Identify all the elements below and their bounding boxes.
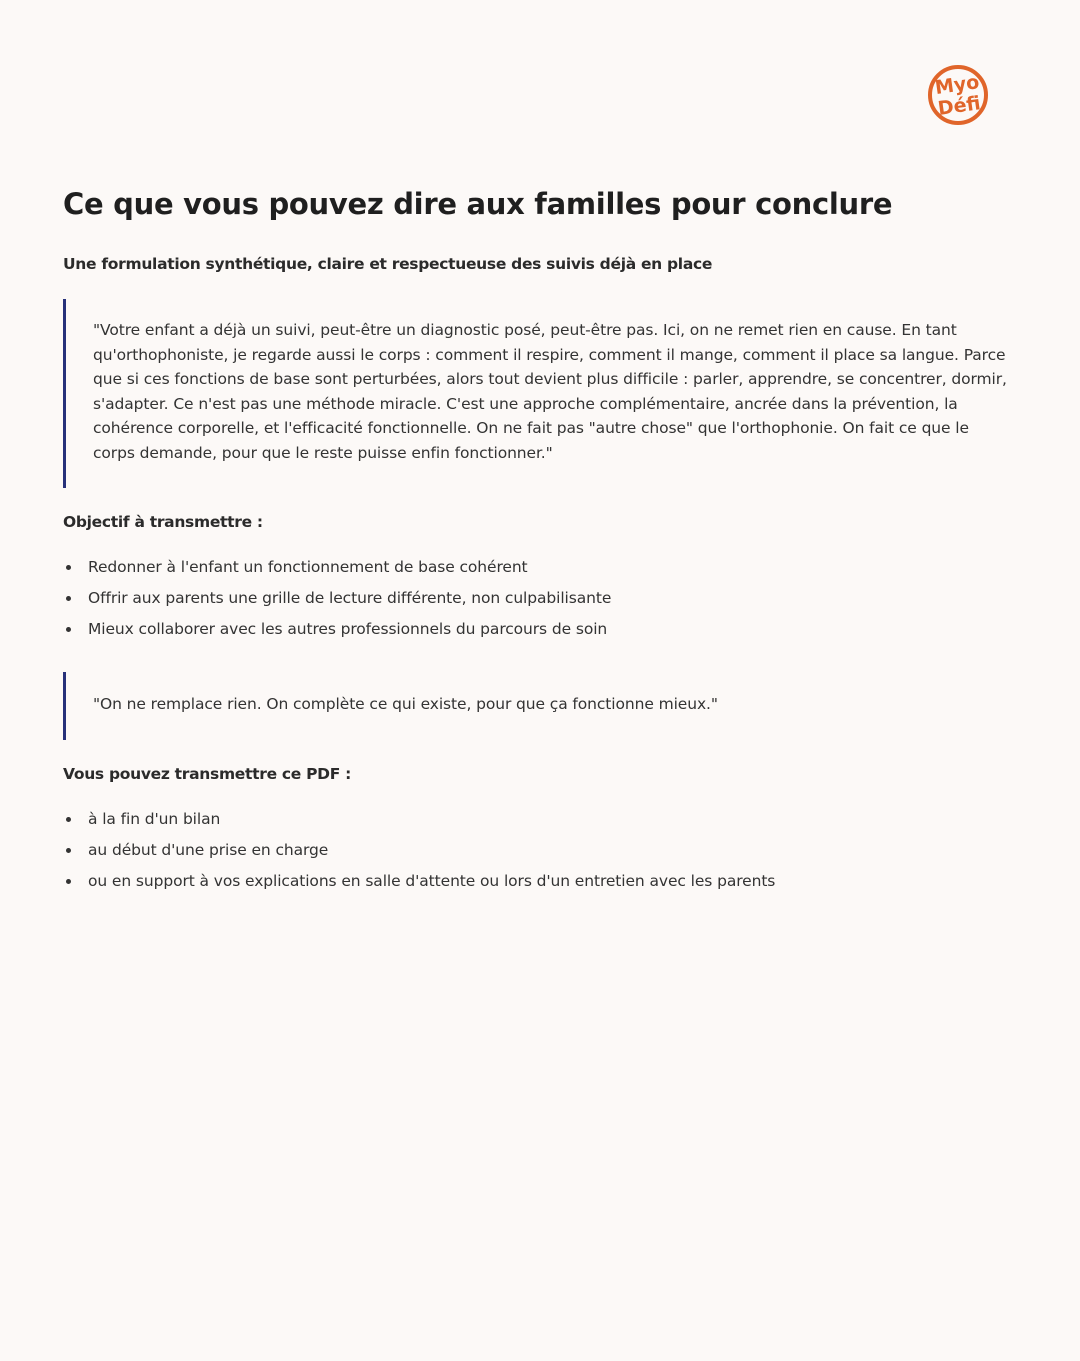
list-item: à la fin d'un bilan bbox=[63, 809, 1015, 840]
bullet-icon bbox=[66, 596, 71, 601]
list-item: Offrir aux parents une grille de lecture différente, non culpabilisante bbox=[63, 588, 1015, 619]
logo-text-line1: Myo bbox=[933, 71, 981, 100]
bullet-icon bbox=[66, 848, 71, 853]
list-item: Mieux collaborer avec les autres professionnels du parcours de soin bbox=[63, 619, 1015, 650]
main-quote-text: "Votre enfant a déjà un suivi, peut-être un diagnostic posé, peut-être pas. Ici, on ne remet rien en cause. En tant qu'orthophoniste, je regarde aussi le corps : comment il respire, comment il mange, comment il place sa langue. Parce que si ces fonctions de base sont perturbées, alors tout devient plus difficile : parler, apprendre, se concentrer, dormir, s'adapter. Ce n'est pas une méthode miracle. C'est une approche complémentaire, ancrée dans la prévention, la cohérence corporelle, et l'efficacité fonctionnelle. On ne fait pas "autre chose" que l'orthophonie. On fait ce que le corps demande, pour que le reste puisse enfin fonctionner." bbox=[93, 321, 1007, 462]
main-quote bbox=[63, 299, 1015, 488]
short-quote-text: "On ne remplace rien. On complète ce qui existe, pour que ça fonctionne mieux." bbox=[93, 695, 718, 713]
list-item: ou en support à vos explications en salle d'attente ou lors d'un entretien avec les parents bbox=[63, 871, 1015, 902]
pdf-list bbox=[63, 809, 1015, 902]
pdf-heading: Vous pouvez transmettre ce PDF : bbox=[63, 765, 351, 783]
bullet-icon bbox=[66, 565, 71, 570]
myodefi-logo bbox=[922, 62, 994, 128]
page-content bbox=[63, 180, 1015, 902]
bullet-icon bbox=[66, 817, 71, 822]
logo-graphic bbox=[922, 62, 994, 128]
objectif-list bbox=[63, 557, 1015, 650]
objectif-heading: Objectif à transmettre : bbox=[63, 513, 263, 531]
bullet-icon bbox=[66, 879, 71, 884]
list-item: Redonner à l'enfant un fonctionnement de base cohérent bbox=[63, 557, 1015, 588]
list-item: au début d'une prise en charge bbox=[63, 840, 1015, 871]
logo-text-line2: Défi bbox=[936, 92, 982, 120]
short-quote bbox=[63, 672, 1015, 740]
bullet-icon bbox=[66, 627, 71, 632]
page-title: Ce que vous pouvez dire aux familles pour conclure bbox=[63, 187, 893, 221]
page-subtitle: Une formulation synthétique, claire et respectueuse des suivis déjà en place bbox=[63, 255, 713, 273]
